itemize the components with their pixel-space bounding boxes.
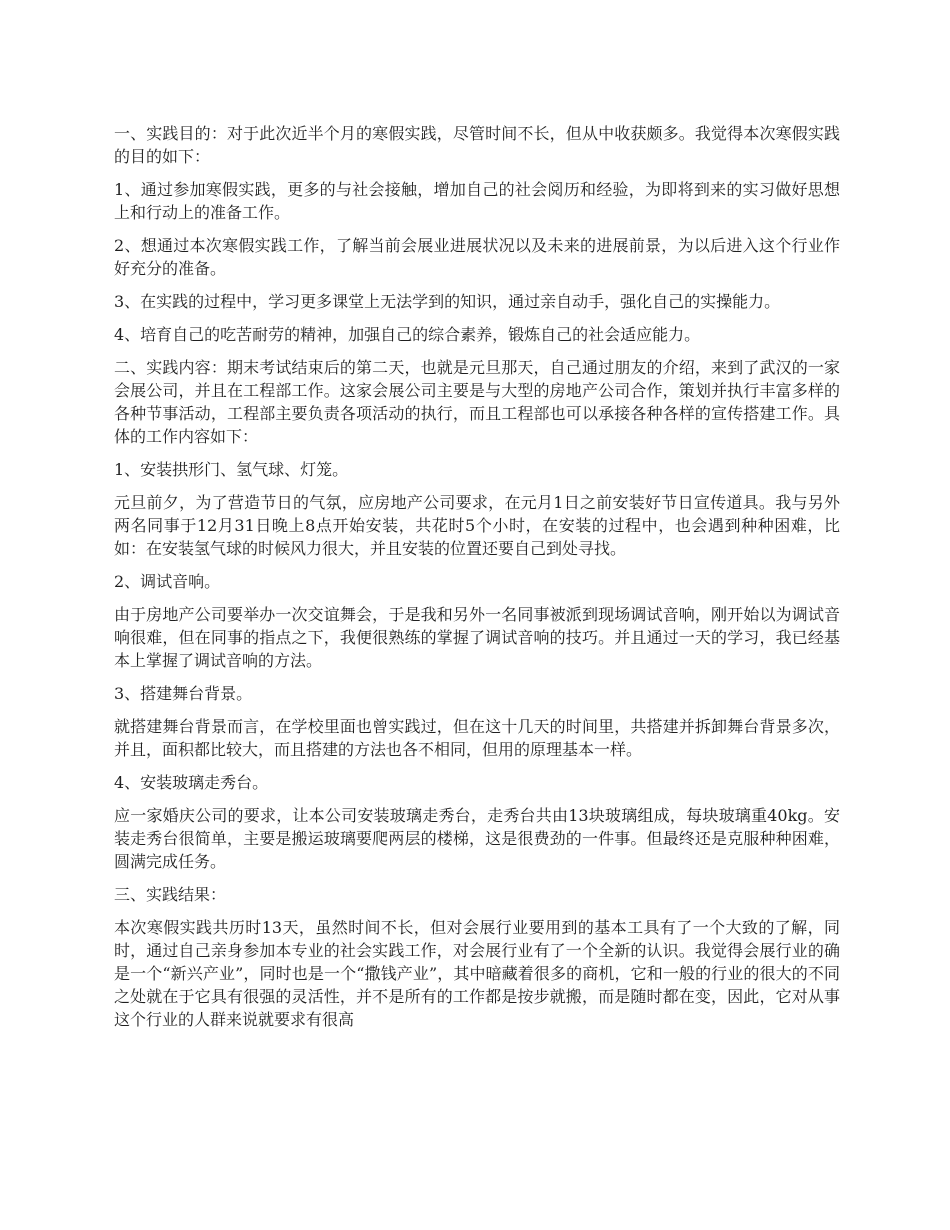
paragraph-purpose-1: 1、通过参加寒假实践，更多的与社会接触，增加自己的社会阅历和经验，为即将到来的实习做好思想上和行动上的准备工作。	[114, 180, 840, 222]
paragraph-purpose-4: 4、培育自己的吃苦耐劳的精神，加强自己的综合素养，锻炼自己的社会适应能力。	[114, 325, 701, 344]
paragraph-task-2-title: 2、调试音响。	[114, 572, 221, 591]
paragraph-purpose-3: 3、在实践的过程中，学习更多课堂上无法学到的知识，通过亲自动手，强化自己的实操能力。	[114, 292, 781, 311]
paragraph-task-1-title: 1、安装拱形门、氢气球、灯笼。	[114, 460, 349, 479]
paragraph-task-4-title: 4、安装玻璃走秀台。	[114, 773, 269, 792]
paragraph-task-3-body: 就搭建舞台背景而言，在学校里面也曾实践过，但在这十几天的时间里，共搭建并拆卸舞台背景多次，并且，面积都比较大，而且搭建的方法也各不相同，但用的原理基本一样。	[114, 717, 840, 759]
paragraph-purpose-2: 2、想通过本次寒假实践工作，了解当前会展业进展状况以及未来的进展前景，为以后进入这个行业作好充分的准备。	[114, 236, 840, 278]
paragraph-content-heading: 二、实践内容：期末考试结束后的第二天，也就是元旦那天，自己通过朋友的介绍，来到了武汉的一家会展公司，并且在工程部工作。这家会展公司主要是与大型的房地产公司合作，策划并执行丰富多样的各种节事活动，工程部主要负责各项活动的执行，而且工程部也可以承接各种各样的宣传搭建工作。具体的工作内容如下：	[114, 358, 840, 446]
document-body	[114, 122, 840, 1041]
paragraph-task-2-body: 由于房地产公司要举办一次交谊舞会，于是我和另外一名同事被派到现场调试音响，刚开始以为调试音响很难，但在同事的指点之下，我便很熟练的掌握了调试音响的技巧。并且通过一天的学习，我已经基本上掌握了调试音响的方法。	[114, 605, 840, 670]
paragraph-result-heading: 三、实践结果：	[114, 885, 227, 904]
paragraph-task-4-body: 应一家婚庆公司的要求，让本公司安装玻璃走秀台，走秀台共由13块玻璃组成，每块玻璃重40kg。安装走秀台很简单，主要是搬运玻璃要爬两层的楼梯，这是很费劲的一件事。但最终还是克服种种困难，圆满完成任务。	[114, 806, 840, 871]
paragraph-purpose-heading: 一、实践目的：对于此次近半个月的寒假实践，尽管时间不长，但从中收获颇多。我觉得本次寒假实践的目的如下：	[114, 124, 840, 166]
paragraph-task-1-body: 元旦前夕，为了营造节日的气氛，应房地产公司要求，在元月1日之前安装好节日宣传道具。我与另外两名同事于12月31日晚上8点开始安装，共花时5个小时，在安装的过程中，也会遇到种种困难，比如：在安装氢气球的时候风力很大，并且安装的位置还要自己到处寻找。	[114, 493, 840, 558]
paragraph-task-3-title: 3、搭建舞台背景。	[114, 684, 253, 703]
paragraph-result-body: 本次寒假实践共历时13天，虽然时间不长，但对会展行业要用到的基本工具有了一个大致的了解，同时，通过自己亲身参加本专业的社会实践工作，对会展行业有了一个全新的认识。我觉得会展行业的确是一个“新兴产业”，同时也是一个“撒钱产业”，其中暗藏着很多的商机，它和一般的行业的很大的不同之处就在于它具有很强的灵活性，并不是所有的工作都是按步就搬，而是随时都在变，因此，它对从事这个行业的人群来说就要求有很高	[114, 918, 840, 1029]
